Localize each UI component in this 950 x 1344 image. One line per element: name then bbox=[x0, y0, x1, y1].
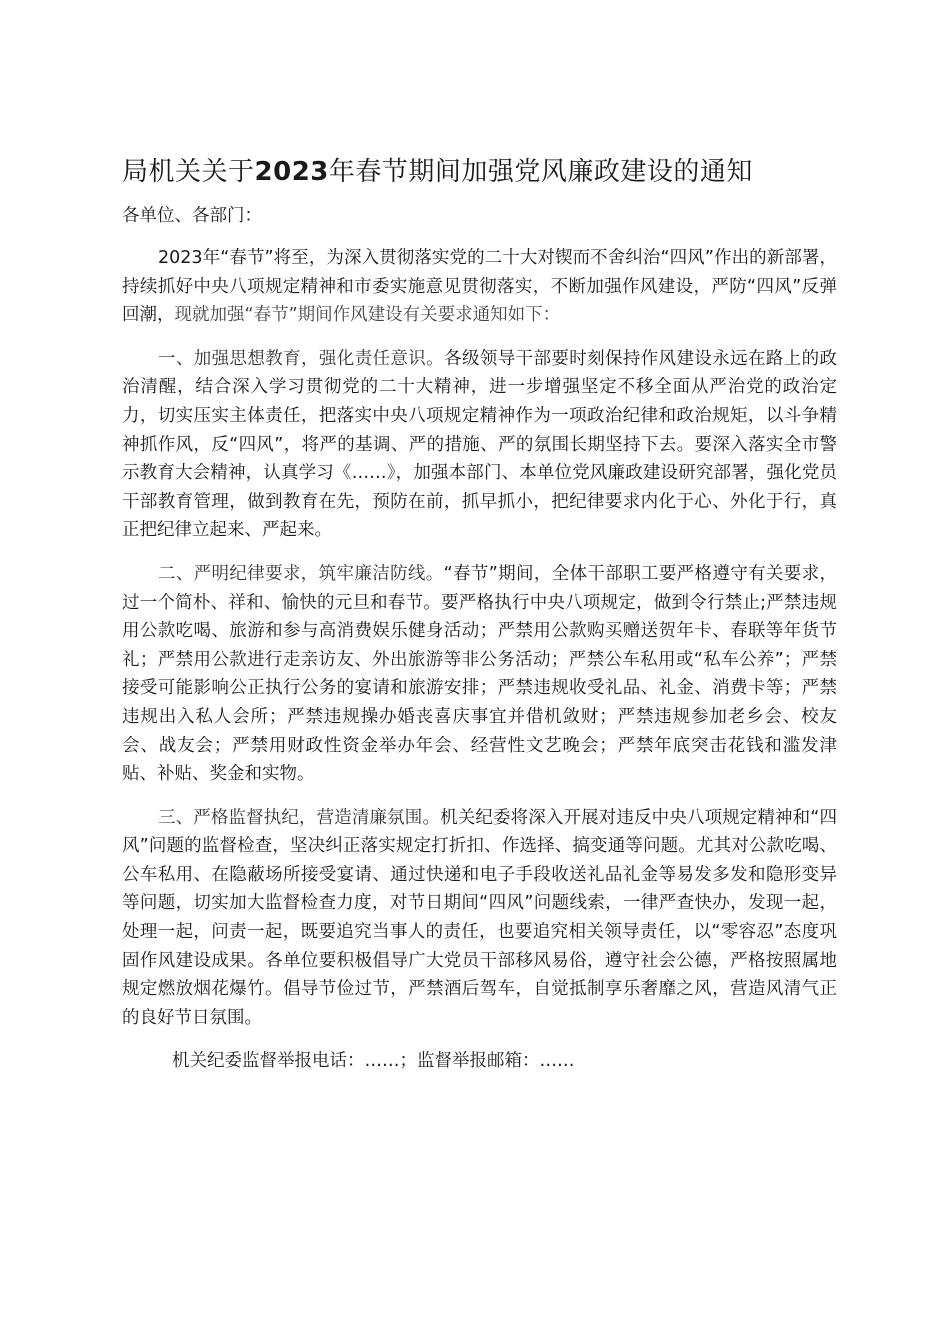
section-2-heading: 二、严明纪律要求，筑牢廉洁防线。 bbox=[158, 563, 444, 584]
section-1-heading: 一、加强思想教育，强化责任意识。 bbox=[158, 348, 445, 369]
title-year: 2023 bbox=[254, 157, 329, 187]
section-2-paragraph bbox=[122, 560, 837, 789]
title-prefix: 局机关关于 bbox=[122, 157, 255, 187]
section-1-body: 各级领导干部要时刻保持作风建设永远在路上的政治清醒，结合深入学习贯彻党的二十大精神，进一步增强坚定不移全面从严治党的政治定力，切实压实主体责任，把落实中央八项规定精神作为一项政治纪律和政治规矩，以斗争精神抓作风，反“四风”，将严的基调、严的措施、严的氛围长期坚持下去。要深入落实全市警示教育大会精神，认真学习《……》，加强本部门、本单位党风廉政建设研究部署，强化党员干部教育管理，做到教育在先，预防在前，抓早抓小，把纪律要求内化于心、外化于行，真正把纪律立起来、严起来。 bbox=[122, 348, 838, 541]
intro-closing: 现就加强“春节”期间作风建设有关要求通知如下： bbox=[174, 305, 561, 326]
section-3-heading: 三、严格监督执纪，营造清廉氛围。 bbox=[158, 807, 441, 828]
salutation: 各单位、各部门： bbox=[122, 206, 262, 226]
document-title bbox=[122, 150, 837, 194]
intro-main: 2023年“春节”将至，为深入贯彻落实党的二十大对锲而不舍纠治“四风”作出的新部署，持续抓好中央八项规定精神和市委实施意见贯彻落实，不断加强作风建设，严防“四风”反弹回潮， bbox=[122, 248, 837, 326]
contact-line: 机关纪委监督举报电话：……；监督举报邮箱：…… bbox=[172, 1051, 575, 1072]
intro-paragraph bbox=[122, 244, 837, 330]
title-suffix: 年春节期间加强党风廉政建设的通知 bbox=[328, 157, 753, 187]
section-3-paragraph bbox=[122, 804, 837, 1033]
section-2-body: “春节”期间，全体干部职工要严格遵守有关要求，过一个简朴、祥和、愉快的元旦和春节。要严格执行中央八项规定，做到令行禁止;严禁违规用公款吃喝、旅游和参与高消费娱乐健身活动；严禁用公款购买赠送贺年卡、春联等年货节礼；严禁用公款进行走亲访友、外出旅游等非公务活动；严禁公车私用或“私车公养”；严禁接受可能影响公正执行公务的宴请和旅游安排；严禁违规收受礼品、礼金、消费卡等；严禁违规出入私人会所；严禁违规操办婚丧喜庆事宜并借机敛财；严禁违规参加老乡会、校友会、战友会；严禁用财政性资金举办年会、经营性文艺晚会；严禁年底突击花钱和滥发津贴、补贴、奖金和实物。 bbox=[122, 563, 837, 785]
section-1-paragraph bbox=[122, 345, 837, 545]
section-3-body: 机关纪委将深入开展对违反中央八项规定精神和“四风”问题的监督检查，坚决纠正落实规定打折扣、作选择、搞变通等问题。尤其对公款吃喝、公车私用、在隐蔽场所接受宴请、通过快递和电子手段收送礼品礼金等易发多发和隐形变异等问题，切实加大监督检查力度，对节日期间“四风”问题线索，一律严查快办，发现一起，处理一起，问责一起，既要追究当事人的责任，也要追究相关领导责任，以“零容忍”态度巩固作风建设成果。各单位要积极倡导广大党员干部移风易俗，遵守社会公德，严格按照属地规定燃放烟花爆竹。倡导节俭过节，严禁酒后驾车，自觉抵制享乐奢靡之风，营造风清气正的良好节日氛围。 bbox=[122, 807, 837, 1028]
document-page bbox=[122, 150, 837, 1075]
